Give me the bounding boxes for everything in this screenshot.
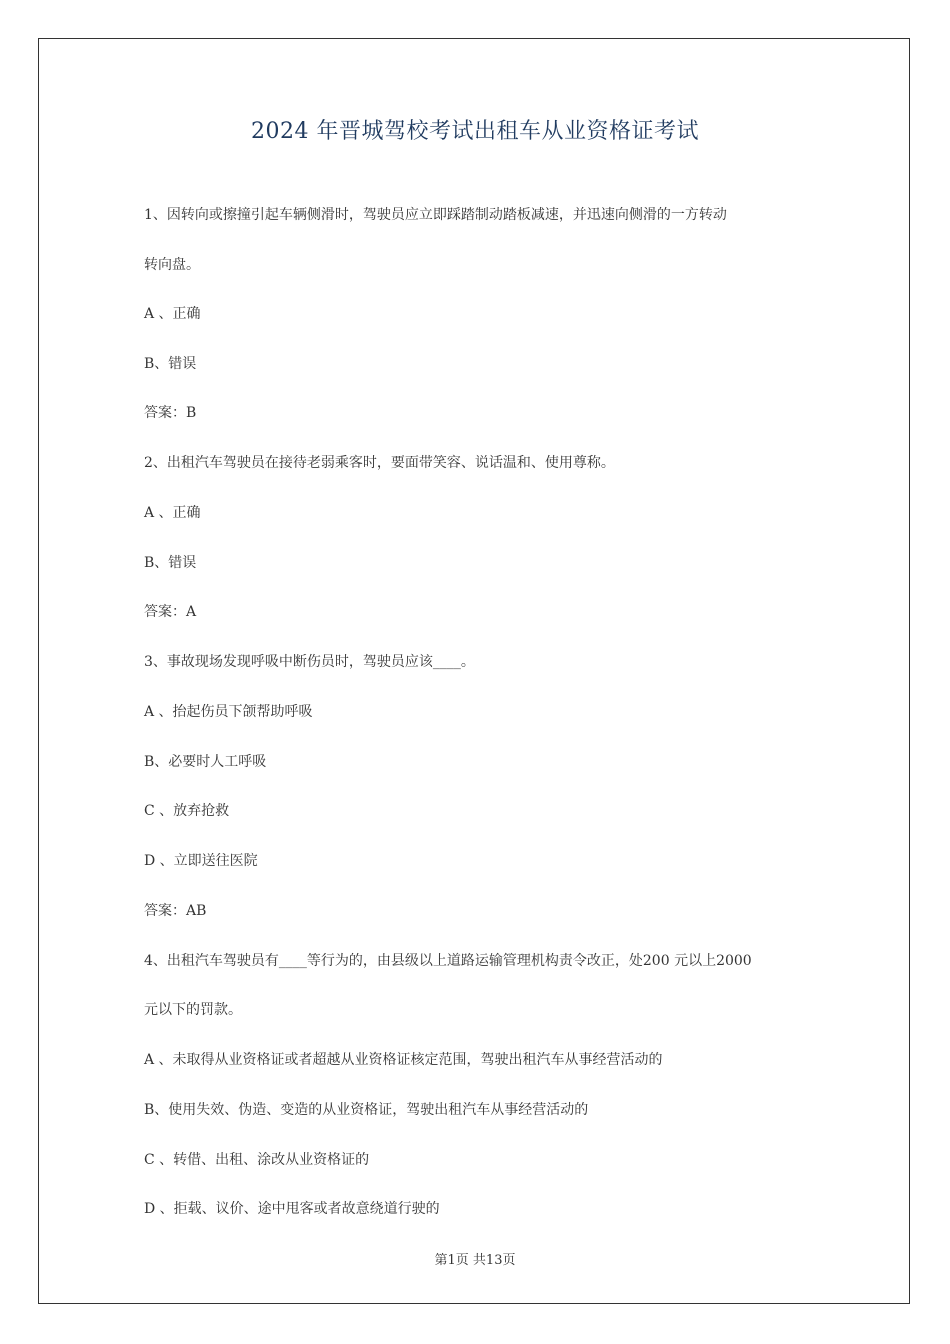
q3-text: 3、事故现场发现呼吸中断伤员时，驾驶员应该____。 — [144, 654, 475, 670]
q4-text-line1: 4、出租汽车驾驶员有____等行为的，由县级以上道路运输管理机构责令改正，处200 元以上2000 — [144, 953, 752, 969]
q1-text-line1: 1、因转向或擦撞引起车辆侧滑时，驾驶员应立即踩踏制动踏板减速，并迅速向侧滑的一方转动 — [144, 207, 727, 223]
q2-option-b: B、错误 — [144, 555, 197, 571]
q4-option-b: B、使用失效、伪造、变造的从业资格证，驾驶出租汽车从事经营活动的 — [144, 1102, 589, 1118]
q1-text-line2: 转向盘。 — [144, 257, 200, 273]
q3-option-b: B、必要时人工呼吸 — [144, 754, 267, 770]
q2-text: 2、出租汽车驾驶员在接待老弱乘客时，要面带笑容、说话温和、使用尊称。 — [144, 455, 615, 471]
page-number-footer: 第1页 共13页 — [434, 1253, 516, 1268]
q1-option-a: A 、正确 — [144, 306, 201, 322]
q3-answer: 答案：AB — [144, 903, 207, 919]
q4-text-line2: 元以下的罚款。 — [144, 1002, 242, 1018]
document-title: 2024 年晋城驾校考试出租车从业资格证考试 — [251, 119, 699, 144]
q3-option-a: A 、抬起伤员下颌帮助呼吸 — [144, 704, 313, 720]
q2-option-a: A 、正确 — [144, 505, 201, 521]
q3-option-c: C 、放弃抢救 — [144, 803, 230, 819]
q4-option-d: D 、拒载、议价、途中甩客或者故意绕道行驶的 — [144, 1201, 440, 1217]
q1-option-b: B、错误 — [144, 356, 197, 372]
q4-option-c: C 、转借、出租、涂改从业资格证的 — [144, 1152, 370, 1168]
q2-answer: 答案：A — [144, 604, 197, 620]
q3-option-d: D 、立即送往医院 — [144, 853, 258, 869]
q4-option-a: A 、未取得从业资格证或者超越从业资格证核定范围，驾驶出租汽车从事经营活动的 — [144, 1052, 663, 1068]
q1-answer: 答案：B — [144, 405, 197, 421]
